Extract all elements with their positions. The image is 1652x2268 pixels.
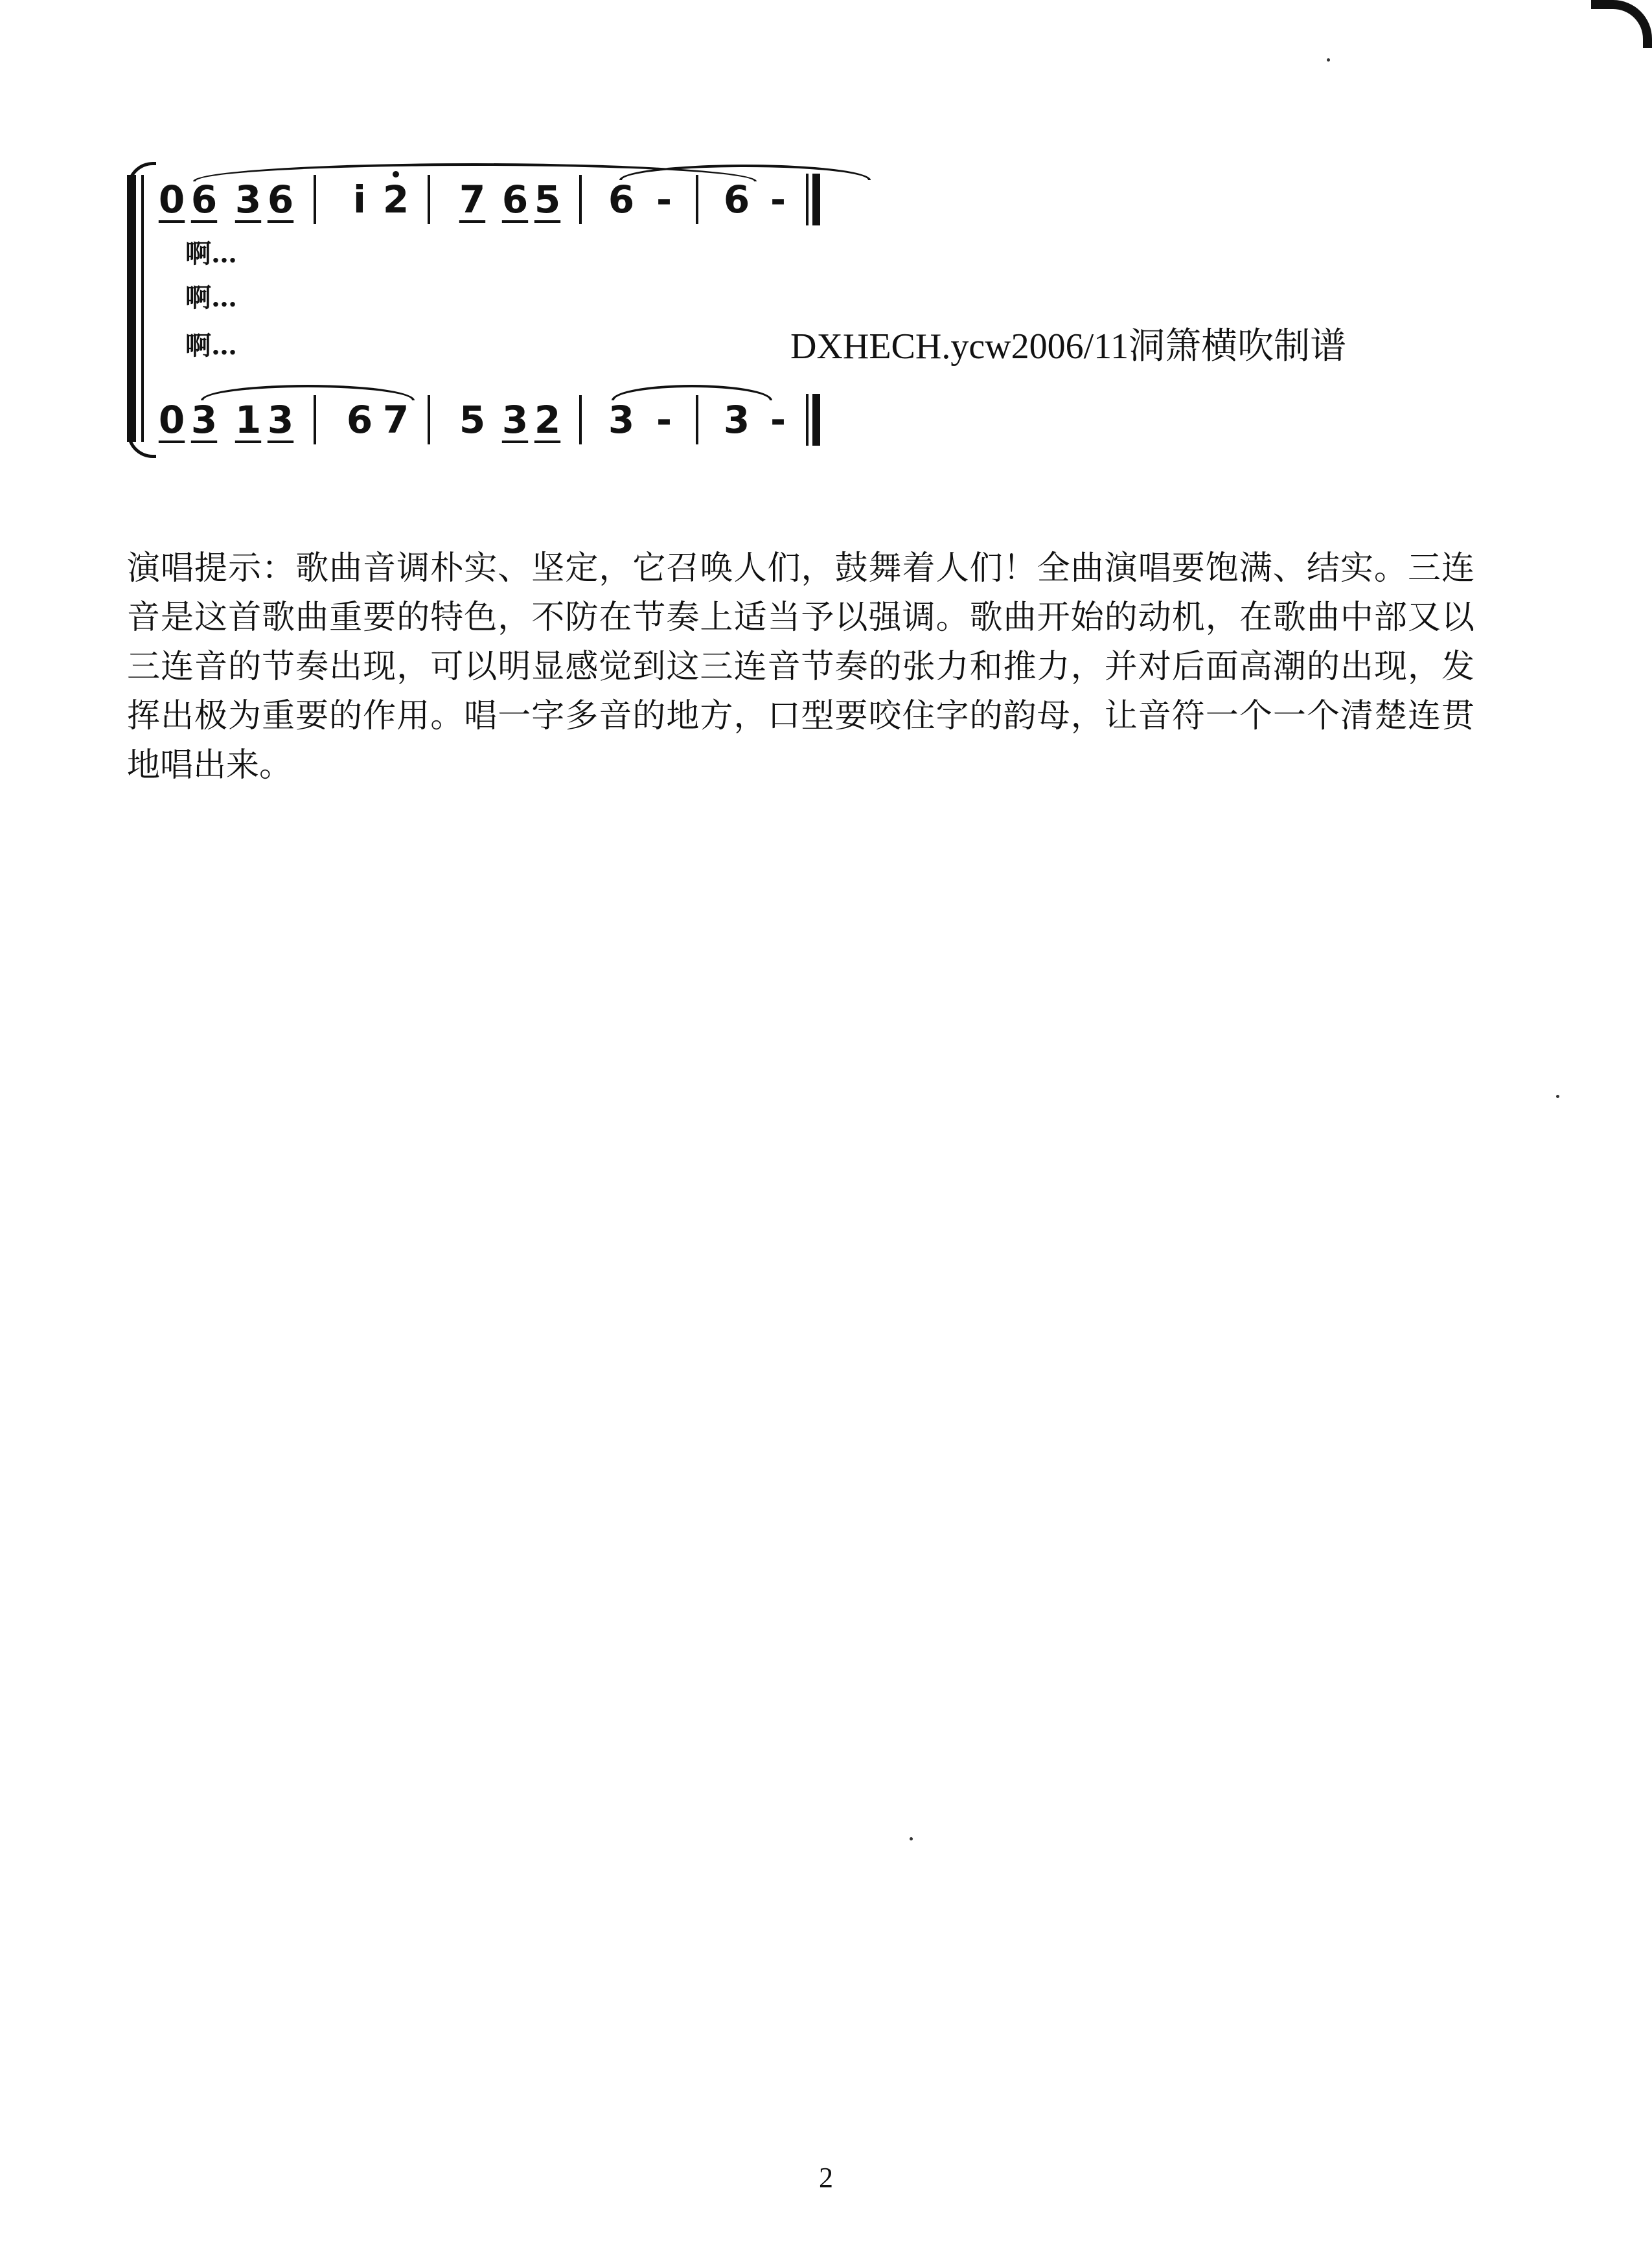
- bracket-bottom-curl: [127, 429, 156, 458]
- barline: [579, 395, 582, 444]
- final-barline-thin: [806, 394, 809, 446]
- note: i: [353, 178, 366, 222]
- note: 1: [235, 398, 262, 442]
- note: 3: [190, 398, 218, 442]
- performance-notes-label: 演唱提示：: [127, 549, 296, 588]
- note: -: [656, 178, 672, 222]
- note: 3: [267, 398, 294, 442]
- system-bracket-line: [141, 175, 144, 442]
- lyric-line: 啊…: [185, 238, 237, 269]
- note: 6: [267, 178, 294, 222]
- upper-part: [155, 174, 868, 225]
- barline: [314, 395, 316, 444]
- note: 7: [459, 178, 486, 222]
- scan-speck: [1327, 58, 1330, 62]
- lyric-line: 啊…: [185, 330, 237, 361]
- note: 6: [346, 398, 373, 442]
- final-barline-thick: [812, 394, 820, 446]
- page-number: 2: [819, 2162, 833, 2194]
- note: 5: [459, 398, 486, 442]
- note: 3: [723, 398, 750, 442]
- lower-part: [155, 394, 868, 446]
- note: 6: [608, 178, 635, 222]
- note: 5: [534, 178, 561, 222]
- barline: [428, 395, 430, 444]
- note: 0: [158, 398, 185, 442]
- note: -: [656, 398, 672, 442]
- barline: [696, 175, 698, 224]
- final-barline-thin: [806, 174, 809, 225]
- transcriber-credit: DXHECH.ycw2006/11洞箫横吹制谱: [790, 326, 1347, 367]
- note: 3: [608, 398, 635, 442]
- bracket-top-curl: [127, 162, 156, 191]
- note: -: [770, 398, 786, 442]
- note: -: [770, 178, 786, 222]
- note: 2: [534, 398, 561, 442]
- note: 6: [501, 178, 529, 222]
- system-bracket: [127, 175, 136, 442]
- performance-notes: [127, 544, 1474, 790]
- barline: [428, 175, 430, 224]
- performance-notes-text: 歌曲音调朴实、坚定，它召唤人们，鼓舞着人们！全曲演唱要饱满、结实。三连音是这首歌曲重要的特色，不防在节奏上适当予以强调。歌曲开始的动机，在歌曲中部又以三连音的节奏出现，可以明显感觉到这三连音节奏的张力和推力，并对后面高潮的出现，发挥出极为重要的作用。唱一字多音的地方，口型要咬住字的韵母，让音符一个一个清楚连贯地唱出来。: [127, 549, 1474, 785]
- note: 0: [158, 178, 185, 222]
- note: 6: [723, 178, 750, 222]
- scan-speck: [910, 1837, 913, 1840]
- lyric-line: 啊…: [185, 282, 237, 313]
- barline: [579, 175, 582, 224]
- note: 2: [382, 178, 409, 222]
- note: 3: [235, 178, 262, 222]
- music-score: [0, 0, 1652, 518]
- octave-dot: [393, 171, 399, 178]
- note: 6: [190, 178, 218, 222]
- final-barline-thick: [812, 174, 820, 225]
- barline: [314, 175, 316, 224]
- scan-speck: [1556, 1095, 1559, 1098]
- note: 3: [501, 398, 529, 442]
- note: 7: [382, 398, 409, 442]
- barline: [696, 395, 698, 444]
